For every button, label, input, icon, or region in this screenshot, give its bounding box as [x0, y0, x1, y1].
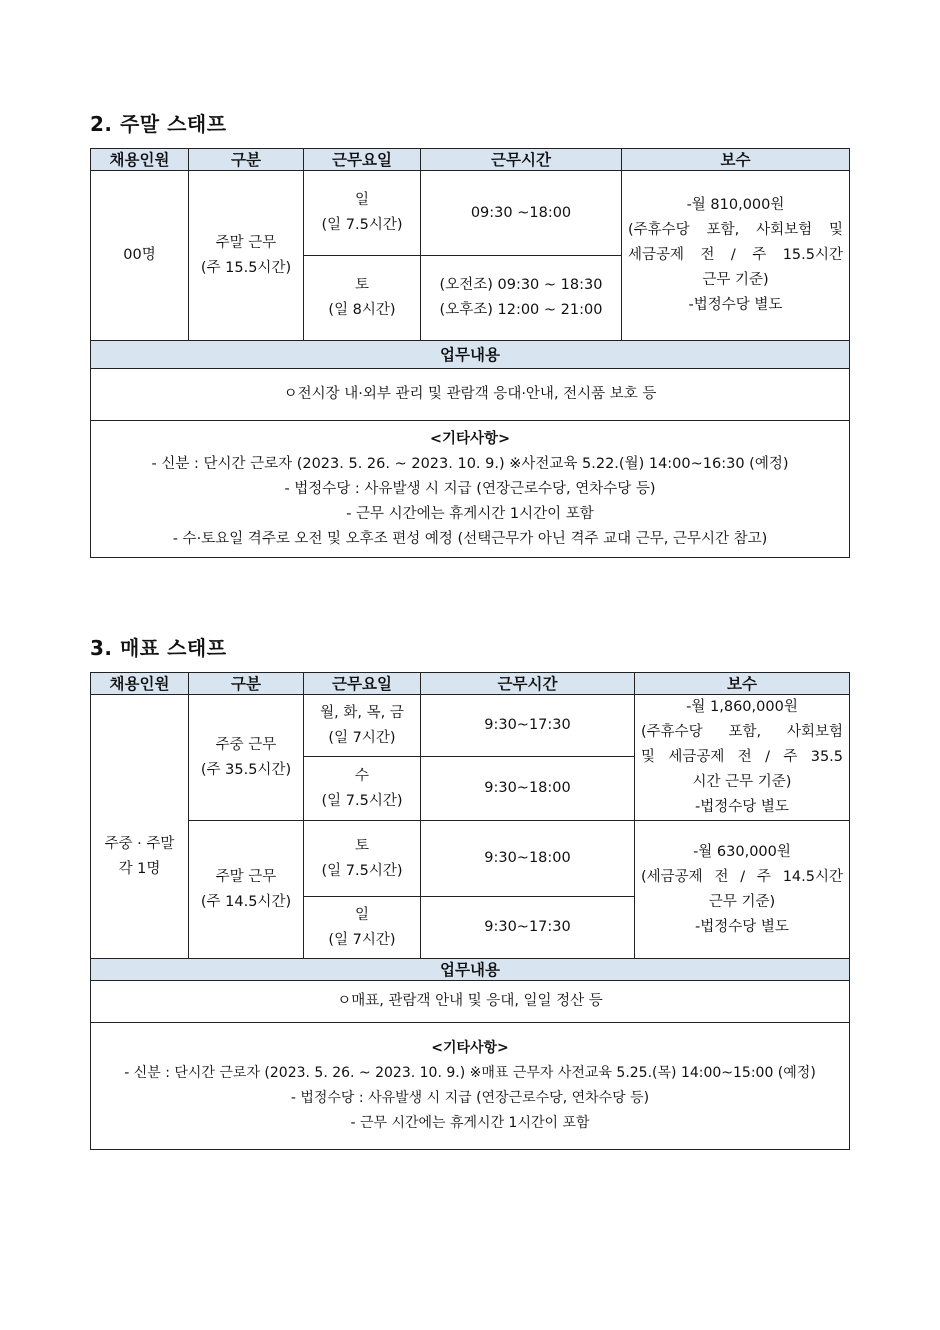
- pay-line: 근무 기준): [708, 893, 776, 910]
- note-item: - 법정수당 : 사유발생 시 지급 (연장근로수당, 연차수당 등): [290, 1090, 650, 1106]
- duties-text: ㅇ전시장 내·외부 관리 및 관람객 응대·안내, 전시품 보호 등: [91, 369, 850, 421]
- table-row: [91, 821, 850, 897]
- pay-line: -법정수당 별도: [688, 297, 783, 313]
- header-workhours: 근무시간: [421, 673, 635, 695]
- table-header-row: [91, 673, 850, 695]
- pay-line: -법정수당 별도: [695, 799, 789, 815]
- pay-line: -월 1,860,000원: [686, 699, 798, 715]
- workhours-cell: [421, 256, 622, 341]
- workhours-cell: 9:30~18:00: [421, 757, 635, 821]
- category-cell: [189, 171, 304, 341]
- pay-line: 근무 기준): [702, 272, 769, 288]
- pay-cell: [622, 171, 850, 341]
- pay-line: -법정수당 별도: [695, 918, 789, 935]
- workday-label: 수: [354, 767, 369, 784]
- workhours-cell: 9:30~18:00: [421, 821, 635, 897]
- workhours-value: (오전조) 09:30 ~ 18:30: [439, 277, 603, 293]
- note-item: - 수·토요일 격주로 오전 및 오후조 편성 예정 (선택근무가 아닌 격주 교대 근무, 근무시간 참고): [172, 530, 768, 547]
- notes-row: [91, 1023, 850, 1150]
- category-label: 주말 근무: [215, 234, 277, 251]
- pay-cell: [635, 821, 850, 959]
- header-category: 구분: [189, 673, 304, 695]
- workday-label: 토: [354, 277, 369, 293]
- workday-hours: (일 7.5시간): [321, 862, 403, 879]
- workday-hours: (일 7.5시간): [321, 217, 403, 233]
- category-cell: [189, 821, 304, 959]
- workday-label: 토: [354, 837, 369, 854]
- table-header-row: [91, 149, 850, 171]
- duties-header: 업무내용: [91, 341, 850, 369]
- duties-header: 업무내용: [91, 959, 850, 981]
- category-hours: (주 15.5시간): [200, 259, 292, 276]
- notes-title: <기타사항>: [431, 1040, 509, 1056]
- workday-hours: (일 7시간): [328, 729, 396, 746]
- header-workdays: 근무요일: [304, 149, 421, 171]
- table-row: [91, 171, 850, 256]
- workday-label: 월, 화, 목, 금: [320, 704, 404, 721]
- category-cell: [189, 695, 304, 821]
- pay-line: -월 810,000원: [686, 197, 785, 213]
- workdays-cell: [304, 821, 421, 897]
- notes-row: [91, 421, 850, 558]
- workdays-cell: [304, 171, 421, 256]
- workdays-cell: [304, 757, 421, 821]
- workday-hours: (일 7.5시간): [321, 792, 403, 809]
- note-item: - 신분 : 단시간 근로자 (2023. 5. 26. ~ 2023. 10. 9.) ※매표 근무자 사전교육 5.25.(목) 14:00~15:00 (예정): [124, 1065, 816, 1081]
- note-item: - 근무 시간에는 휴게시간 1시간이 포함: [346, 505, 594, 522]
- category-label: 주중 근무: [215, 736, 277, 753]
- notes-cell: [91, 421, 850, 558]
- workhours-cell: [421, 171, 622, 256]
- workdays-cell: [304, 897, 421, 959]
- workday-label: 일: [354, 906, 369, 923]
- duties-row: [91, 981, 850, 1023]
- workday-hours: (일 8시간): [328, 302, 396, 318]
- duties-row: [91, 369, 850, 421]
- workdays-cell: [304, 256, 421, 341]
- header-pay: 보수: [635, 673, 850, 695]
- pay-line: (주휴수당 포함, 사회보험: [641, 724, 843, 740]
- workday-label: 일: [354, 192, 369, 208]
- table-row: [91, 695, 850, 757]
- duties-header-row: [91, 341, 850, 369]
- header-headcount: 채용인원: [91, 149, 189, 171]
- pay-line: 및 세금공제 전 / 주 35.5: [641, 749, 843, 765]
- pay-line: (세금공제 전 / 주 14.5시간: [641, 868, 843, 885]
- pay-line: 시간 근무 기준): [692, 774, 792, 790]
- headcount-value: 00명: [123, 247, 156, 263]
- section-title-ticket-staff: 3. 매표 스태프: [90, 636, 227, 660]
- headcount-label: 주중 · 주말: [104, 835, 175, 852]
- category-hours: (주 35.5시간): [200, 761, 292, 778]
- note-item: - 근무 시간에는 휴게시간 1시간이 포함: [350, 1115, 590, 1131]
- workhours-value: (오후조) 12:00 ~ 21:00: [439, 302, 603, 318]
- pay-line: (주휴수당 포함, 사회보험 및: [628, 222, 843, 238]
- workhours-value: 09:30 ~18:00: [470, 204, 572, 221]
- header-pay: 보수: [622, 149, 850, 171]
- headcount-value: 각 1명: [118, 860, 161, 877]
- note-item: - 법정수당 : 사유발생 시 지급 (연장근로수당, 연차수당 등): [284, 480, 656, 497]
- header-headcount: 채용인원: [91, 673, 189, 695]
- header-category: 구분: [189, 149, 304, 171]
- workhours-cell: 9:30~17:30: [421, 695, 635, 757]
- note-item: - 신분 : 단시간 근로자 (2023. 5. 26. ~ 2023. 10. 9.) ※사전교육 5.22.(월) 14:00~16:30 (예정): [151, 455, 789, 472]
- headcount-cell: [91, 695, 189, 959]
- notes-title: <기타사항>: [429, 430, 511, 447]
- weekend-staff-table: [90, 148, 850, 558]
- duties-text: ㅇ매표, 관람객 안내 및 응대, 일일 정산 등: [91, 981, 850, 1023]
- workday-hours: (일 7시간): [328, 931, 396, 948]
- section-title-weekend-staff: 2. 주말 스태프: [90, 112, 227, 136]
- workdays-cell: [304, 695, 421, 757]
- workhours-cell: 9:30~17:30: [421, 897, 635, 959]
- pay-line: -월 630,000원: [693, 843, 791, 860]
- ticket-staff-table: [90, 672, 850, 1150]
- pay-cell: [635, 695, 850, 821]
- notes-cell: [91, 1023, 850, 1150]
- headcount-cell: [91, 171, 189, 341]
- header-workhours: 근무시간: [421, 149, 622, 171]
- category-hours: (주 14.5시간): [200, 893, 292, 910]
- pay-line: 세금공제 전 / 주 15.5시간: [628, 247, 843, 263]
- duties-header-row: [91, 959, 850, 981]
- category-label: 주말 근무: [215, 868, 277, 885]
- header-workdays: 근무요일: [304, 673, 421, 695]
